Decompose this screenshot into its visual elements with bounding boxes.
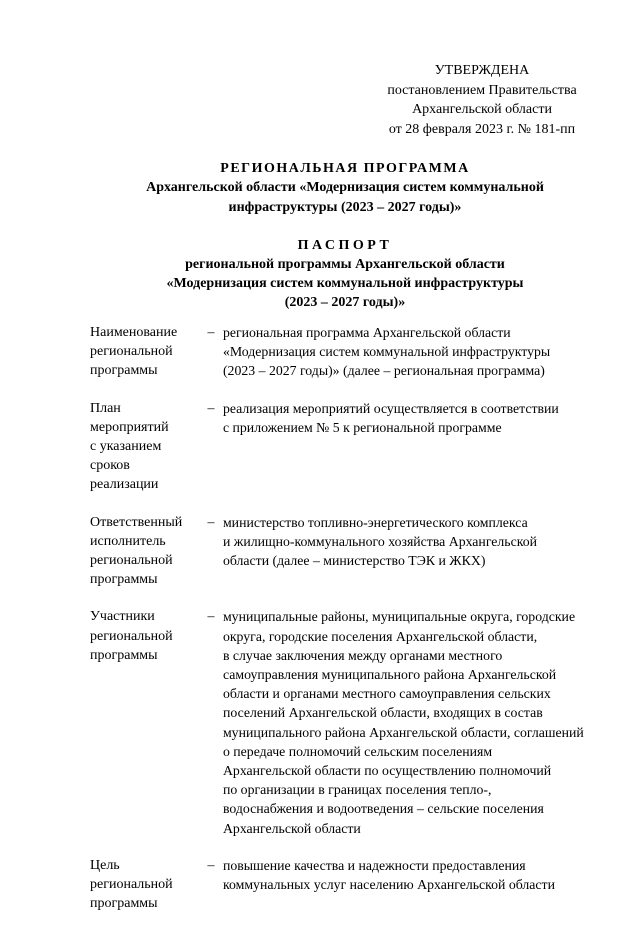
row-label-line: исполнитель xyxy=(90,533,166,549)
approval-stamp xyxy=(376,61,588,139)
approval-line: УТВЕРЖДЕНА xyxy=(434,63,530,78)
passport-subtitle-line: региональной программы Архангельской области xyxy=(185,257,505,272)
row-value-line: муниципальные районы, муниципальные округа, городские xyxy=(222,609,576,625)
passport-title xyxy=(60,236,630,312)
row-label-line: региональной xyxy=(90,877,173,893)
row-value-line: Архангельской области по осуществлению полномочий xyxy=(222,763,552,779)
program-title xyxy=(60,159,630,217)
passport-subtitle-line: «Модернизация систем коммунальной инфраструктуры xyxy=(166,276,524,291)
row-dash: – xyxy=(207,325,215,340)
program-subtitle-line: Архангельской области «Модернизация систем коммунальной xyxy=(146,180,544,196)
row-label-line: региональной xyxy=(90,628,173,644)
row-label-line: Наименование xyxy=(90,325,178,340)
row-dash: – xyxy=(207,400,215,416)
passport-row xyxy=(90,399,600,495)
row-label-line: программы xyxy=(90,647,158,663)
row-label-line: реализации xyxy=(90,477,159,493)
row-value xyxy=(223,323,600,381)
row-label xyxy=(90,513,199,590)
program-subtitle-line: инфраструктуры (2023 – 2027 годы)» xyxy=(228,199,462,215)
row-value-line: в случае заключения между органами местного xyxy=(222,647,503,663)
row-label-line: с указанием xyxy=(90,439,162,455)
approval-line: Архангельской области xyxy=(412,102,552,117)
row-label-line: Участники xyxy=(90,609,155,625)
row-value-line: о передаче полномочий сельским поселениям xyxy=(222,743,493,759)
row-value-line: повышение качества и надежности предоставления xyxy=(222,857,526,873)
row-label-line: программы xyxy=(90,572,158,588)
row-value-line: (2023 – 2027 годы)» (далее – региональная программа) xyxy=(222,363,545,379)
row-value xyxy=(223,607,600,837)
row-label xyxy=(90,607,199,837)
row-label-line: сроков xyxy=(90,458,130,474)
row-value-line: по организации в границах поселения тепло-, xyxy=(222,782,492,798)
row-dash: – xyxy=(207,609,215,625)
row-label-line: региональной xyxy=(90,344,173,360)
row-value-line: муниципального района Архангельской области, соглашений xyxy=(222,724,584,740)
row-value-line: и жилищно-коммунального хозяйства Архангельской xyxy=(222,533,537,549)
row-value-line: «Модернизация систем коммунальной инфраструктуры xyxy=(222,344,551,360)
passport-row xyxy=(90,607,600,837)
row-value-line: области (далее – министерство ТЭК и ЖКХ) xyxy=(222,553,486,569)
row-value-line: министерство топливно-энергетического комплекса xyxy=(222,514,528,530)
program-heading: РЕГИОНАЛЬНАЯ ПРОГРАММА xyxy=(220,161,470,176)
row-value-line: коммунальных услуг населению Архангельской области xyxy=(222,877,555,893)
row-label xyxy=(90,323,199,381)
row-label-line: Цель xyxy=(90,857,120,873)
row-label-line: программы xyxy=(90,896,158,912)
row-value-line: округа, городские поселения Архангельской области, xyxy=(222,628,538,644)
passport-heading: ПАСПОРТ xyxy=(297,238,393,253)
passport-row xyxy=(90,513,600,590)
passport-subtitle-line: (2023 – 2027 годы)» xyxy=(284,295,406,310)
row-value xyxy=(223,513,600,590)
row-label-line: Ответственный xyxy=(90,514,183,530)
row-label xyxy=(90,399,199,495)
row-value-line: с приложением № 5 к региональной программе xyxy=(222,419,502,435)
passport-table xyxy=(90,323,600,931)
row-value-line: области и органами местного самоуправления сельских xyxy=(222,686,551,702)
approval-line: от 28 февраля 2023 г. № 181-пп xyxy=(388,121,576,137)
row-label-line: План xyxy=(90,400,121,416)
row-label-line: мероприятий xyxy=(90,419,169,435)
row-value-line: самоуправления муниципального района Архангельской xyxy=(222,667,557,683)
row-value xyxy=(223,399,600,495)
row-value-line: водоснабжения и водоотведения – сельские поселения xyxy=(222,801,544,817)
row-value-line: поселений Архангельской области, входящих в состав xyxy=(222,705,543,721)
passport-row xyxy=(90,323,600,381)
approval-line: постановлением Правительства xyxy=(387,82,577,98)
row-value-line: Архангельской области xyxy=(222,820,361,836)
row-dash: – xyxy=(207,857,215,873)
row-label-line: региональной xyxy=(90,553,173,569)
row-label-line: программы xyxy=(90,363,158,379)
row-value-line: региональная программа Архангельской области xyxy=(222,325,511,340)
row-dash: – xyxy=(207,514,215,530)
row-value-line: реализация мероприятий осуществляется в соответствии xyxy=(222,400,559,416)
